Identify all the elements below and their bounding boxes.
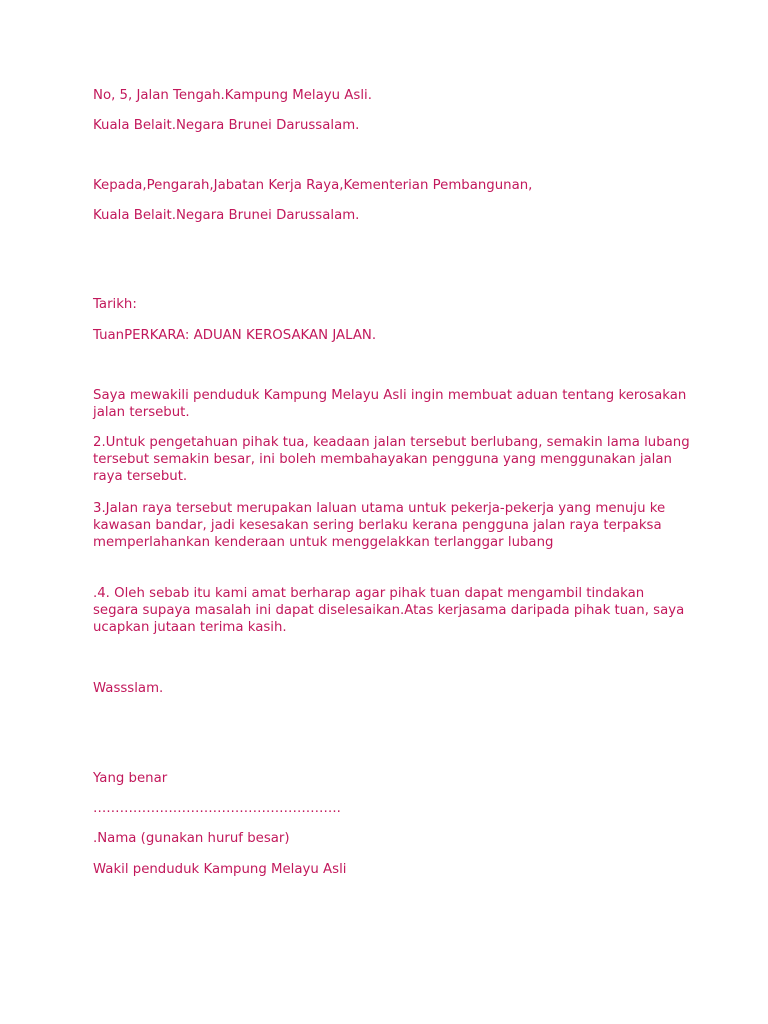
sender-address-line-2: Kuala Belait.Negara Brunei Darussalam.: [93, 118, 360, 133]
body-paragraph-2: 2.Untuk pengetahuan pihak tua, keadaan jalan tersebut berlubang, semakin lama lubang tersebut semakin besar, ini boleh membahayakan pengguna yang menggunakan jalan raya tersebut.: [93, 435, 690, 484]
name-instruction: .Nama (gunakan huruf besar): [93, 831, 290, 846]
recipient-line-1: Kepada,Pengarah,Jabatan Kerja Raya,Kementerian Pembangunan,: [93, 178, 533, 193]
body-paragraph-4: .4. Oleh sebab itu kami amat berharap agar pihak tuan dapat mengambil tindakan segara supaya masalah ini dapat diselesaikan.Atas kerjasama daripada pihak tuan, saya ucapkan jutaan terima kasih.: [93, 586, 685, 635]
closing-salutation: Wassslam.: [93, 681, 164, 696]
body-paragraph-3: 3.Jalan raya tersebut merupakan laluan utama untuk pekerja-pekerja yang menuju ke kawasan bandar, jadi kesesakan sering berlaku kerana pengguna jalan raya terpaksa memperlahankan kenderaan untuk menggelakkan terlanggar lubang: [93, 501, 666, 550]
subject-line: TuanPERKARA: ADUAN KEROSAKAN JALAN.: [93, 328, 377, 343]
closing-yours: Yang benar: [93, 771, 168, 786]
sender-address-line-1: No, 5, Jalan Tengah.Kampung Melayu Asli.: [93, 88, 372, 103]
date-label: Tarikh:: [93, 297, 137, 312]
body-paragraph-1: Saya mewakili penduduk Kampung Melayu Asli ingin membuat aduan tentang kerosakan jalan tersebut.: [93, 388, 687, 420]
recipient-line-2: Kuala Belait.Negara Brunei Darussalam.: [93, 208, 360, 223]
signer-title: Wakil penduduk Kampung Melayu Asli: [93, 862, 347, 877]
signature-line: ………………………………………………..: [93, 801, 341, 816]
